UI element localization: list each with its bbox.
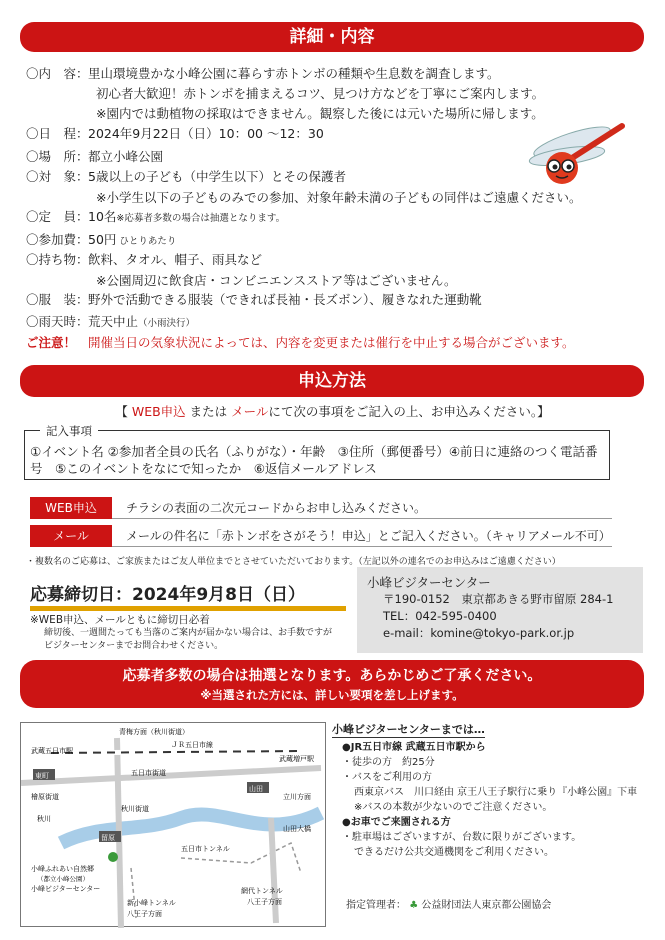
bring-value: 飲料、タオル、帽子、雨具など (88, 252, 263, 267)
place-row (26, 147, 163, 165)
deadline-notes (30, 614, 332, 653)
items-title: 記入事項 (40, 423, 98, 439)
manager-name: 公益財団法人東京都公園協会 (421, 900, 552, 911)
leaf-icon: ♣ (409, 900, 419, 911)
rain-note: （小雨決行） (138, 318, 196, 329)
clothes-row (26, 290, 482, 308)
apply-banner: 申込方法 (20, 365, 644, 397)
park-marker (108, 852, 118, 862)
content-value-2: 初心者大歓迎！赤トンボを捕まえるコツ、見つけ方などを丁寧にご案内します。 (96, 86, 545, 101)
deadline-underline (30, 606, 346, 611)
date-row (26, 124, 324, 142)
map-label-shizen-sub: （都立小峰公園） (37, 875, 89, 883)
rain-key: 〇雨天時： (26, 314, 89, 329)
place-key: 〇場 所： (26, 149, 89, 164)
apply-intro-mid: または (185, 404, 232, 419)
web-apply-text: チラシの表面の二次元コードからお申し込みください。 (112, 497, 612, 519)
map-label-hachioji-1: 八王子方面 (127, 910, 162, 918)
deadline-note-3: ビジターセンターまでお問合わせください。 (44, 641, 224, 651)
lottery-line-2: ※当選された方には、詳しい要項を差し上げます。 (200, 688, 464, 702)
items-text: ①イベント名 ②参加者全員の氏名（ふりがな）・年齢 ③住所（郵便番号）④前日に連絡のつく電話番号 ⑤このイベントをなにで知ったか ⑥返信メールアドレス (30, 444, 598, 476)
capacity-row (26, 207, 285, 225)
map-label-shizen: 小峰ふれあい自然郷 (31, 865, 94, 873)
fee-key: 〇参加費： (26, 232, 89, 247)
capacity-value: 10名 (88, 209, 117, 224)
visitor-address: 〒190-0152 東京都あきる野市留原 284-1 (383, 592, 614, 606)
deadline-title: 応募締切日：2024年9月8日（日） (30, 585, 305, 605)
caution-value: 開催当日の気象状況によっては、内容を変更または催行を中止する場合がございます。 (88, 335, 575, 350)
lottery-line-1: 応募者多数の場合は抽選となります。あらかじめご了承ください。 (122, 668, 542, 684)
visitor-email[interactable]: e-mail：komine@tokyo-park.or.jp (383, 626, 575, 640)
apply-intro-pre: 【 (115, 404, 132, 419)
map-label-amiyo-tunnel: 網代トンネル (241, 887, 283, 895)
rain-value: 荒天中止 (88, 314, 139, 329)
access-bus: ・バスをご利用の方 (342, 772, 432, 783)
visitor-name: 小峰ビジターセンター (367, 575, 491, 590)
map-label-center: 小峰ビジターセンター (31, 885, 101, 893)
mail-apply-text: メールの件名に「赤トンボをさがそう！申込」とご記入ください。（キャリアメール不可） (112, 525, 612, 547)
access-car: ●お車でご来園される方 (342, 817, 451, 828)
map-label-hinohara: 檜原街道 (31, 793, 59, 801)
access-bus-detail: 西東京バス 川口経由 京王八王子駅行に乗り『小峰公園』下車 (354, 787, 638, 798)
fee-row (26, 230, 176, 248)
deadline-note-2: 締切後、一週間たっても当落のご案内が届かない場合は、お手数ですが (44, 628, 333, 638)
multi-apply-note: ・複数名のご応募は、ご家族またはご友人単位までとさせていただいております。（左記以外の連名でのお申込みはご遠慮ください） (26, 557, 561, 567)
map-label-musashi: 武蔵五日市駅 (31, 747, 73, 755)
access-train: ●JR五日市線 武蔵五日市駅から (342, 742, 486, 753)
mail-apply-tag: メール (30, 525, 112, 547)
rain-row (26, 312, 195, 330)
target-row (26, 167, 346, 185)
access-bus-note: ※バスの本数が少ないのでご注意ください。 (354, 802, 553, 813)
target-key: 〇対 象： (26, 169, 89, 184)
map-label-tachikawa: 立川方面 (283, 793, 311, 801)
place-value: 都立小峰公園 (88, 149, 164, 164)
apply-intro (0, 402, 665, 420)
lottery-banner (20, 660, 644, 708)
manager-label: 指定管理者： (346, 900, 406, 911)
clothes-value: 野外で活動できる服装（できれば長袖・長ズボン）、履きなれた運動靴 (88, 292, 482, 307)
bring-row (26, 250, 262, 268)
web-apply-tag: WEB申込 (30, 497, 112, 519)
dragonfly-illustration (512, 120, 632, 200)
map-label-komine-tunnel: 新小峰トンネル (127, 899, 176, 907)
capacity-key: 〇定 員： (26, 209, 89, 224)
visitor-tel: TEL：042-595-0400 (383, 609, 497, 623)
apply-intro-post: にて次の事項をご記入の上、お申込みください。】 (268, 404, 550, 419)
map-label-tunnel: 五日市トンネル (181, 845, 230, 853)
date-key: 〇日 程： (26, 126, 89, 141)
access-parking: ・駐車場はございますが、台数に限りがございます。 (342, 832, 582, 843)
apply-intro-mail: メール (231, 404, 269, 419)
map-label-akigawa: 秋川 (37, 815, 51, 823)
map-label-higashimachi: 東町 (35, 772, 49, 780)
caution-row (26, 333, 575, 351)
access-info (332, 722, 652, 860)
caution-key: ご注意！ (26, 335, 77, 350)
map-label-jr: ＪＲ五日市線 (171, 741, 213, 749)
date-value: 2024年9月22日（日）10：00 ～12：30 (88, 126, 324, 141)
access-walk: ・徒歩の方 約25分 (342, 757, 435, 768)
access-title: 小峰ビジターセンターまでは… (332, 723, 485, 736)
apply-intro-web: WEB申込 (131, 404, 186, 419)
map-label-tomeharu: 留原 (101, 834, 115, 842)
map-label-yamada-bridge: 山田大橋 (283, 825, 311, 833)
bring-key: 〇持ち物： (26, 252, 89, 267)
manager-credit (346, 896, 551, 911)
content-value: 里山環境豊かな小峰公園に暮らす赤トンボの種類や生息数を調査します。 (88, 66, 500, 81)
map-label-akigawa-kaido: 秋川街道 (121, 805, 149, 813)
access-parking-2: できるだけ公共交通機関をご利用ください。 (354, 847, 554, 858)
content-note: ※園内では動植物の採取はできません。観察した後には元いた場所に帰します。 (96, 106, 544, 121)
access-map (20, 722, 326, 927)
content-key: 〇内 容： (26, 66, 89, 81)
map-label-hachioji-2: 八王子方面 (247, 898, 282, 906)
bring-note: ※公園周辺に飲食店・コンビニエンスストア等はございません。 (96, 273, 457, 288)
map-label-aome: 青梅方面（秋川街道） (119, 728, 189, 736)
capacity-note: ※応募者多数の場合は抽選となります。 (116, 213, 286, 224)
map-label-masuko: 武蔵増戸駅 (279, 755, 314, 763)
deadline-note-1: ※WEB申込、メールともに締切日必着 (30, 614, 210, 626)
details-banner: 詳細・内容 (20, 22, 644, 52)
fee-value: 50円 (88, 232, 117, 247)
target-value: 5歳以上の子ども（中学生以下）とその保護者 (88, 169, 346, 184)
fee-note: ひとりあたり (116, 236, 177, 247)
content-row (26, 64, 500, 82)
visitor-center-box (357, 567, 643, 653)
map-label-itsukaichi-kaido: 五日市街道 (131, 769, 166, 777)
map-label-yamada: 山田 (249, 785, 263, 793)
clothes-key: 〇服 装： (26, 292, 89, 307)
target-note: ※小学生以下の子どものみでの参加、対象年齢未満の子どもの同伴はご遠慮ください。 (96, 190, 582, 205)
